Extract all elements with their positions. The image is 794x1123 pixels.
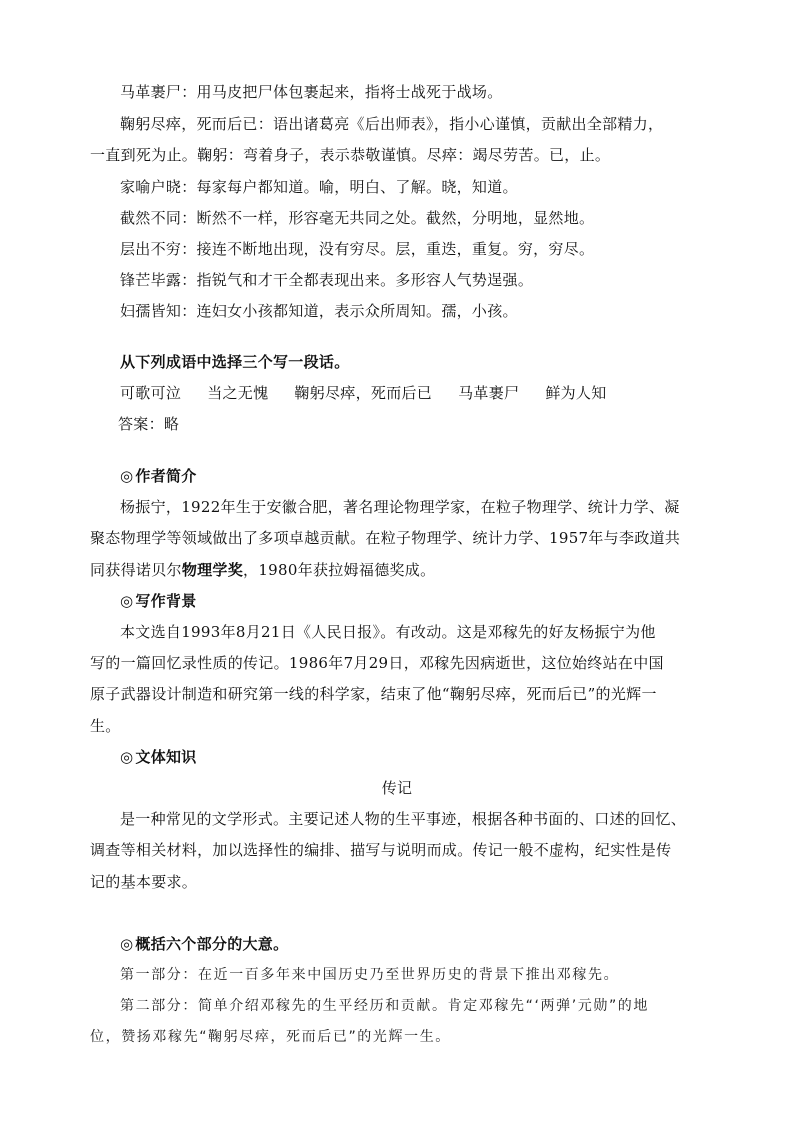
section-heading-summary: ◎ 概括六个部分的大意。	[120, 935, 289, 953]
idiom-option: 可歌可泣	[120, 384, 182, 402]
idiom-option: 鞠躬尽瘁，死而后已	[294, 384, 433, 402]
author-line: 聚态物理学等领域做出了多项卓越贡献。在粒子物理学、统计力学、1957年与李政道共	[90, 529, 681, 547]
section-heading-genre: ◎ 文体知识	[120, 748, 197, 766]
background-line: 原子武器设计制造和研究第一线的科学家，结束了他“鞠躬尽瘁，死而后已”的光辉一	[90, 685, 657, 703]
author-line: 杨振宁，1922年生于安徽合肥，著名理论物理学家，在粒子物理学、统计力学、凝	[120, 498, 680, 516]
summary-line: 第一部分：在近一百多年来中国历史乃至世界历史的背景下推出邓稼先。	[120, 967, 620, 983]
background-line: 写的一篇回忆录性质的传记。1986年7月29日，邓稼先因病逝世，这位始终站在中国	[90, 654, 664, 672]
summary-line: 位，赞扬邓稼先“鞠躬尽瘁，死而后已”的光辉一生。	[90, 1029, 451, 1045]
glossary-entry: 层出不穷：接连不断地出现，没有穷尽。层，重迭，重复。穷，穷尽。	[120, 240, 595, 258]
glossary-entry: 马革裹尸：用马皮把尸体包裹起来，指将士战死于战场。	[120, 83, 503, 101]
genre-title: 传记	[381, 779, 413, 797]
section-heading-author: ◎ 作者简介	[120, 467, 197, 485]
author-line: 同获得诺贝尔物理学奖，1980年获拉姆福德奖成。	[90, 561, 436, 579]
circle-bullet-icon: ◎	[120, 467, 134, 485]
section-heading-background: ◎ 写作背景	[120, 592, 197, 610]
idiom-option: 当之无愧	[207, 384, 269, 402]
idiom-option: 鲜为人知	[545, 384, 607, 402]
genre-line: 记的基本要求。	[90, 873, 198, 891]
exercise-question: 从下列成语中选择三个写一段话。	[120, 353, 350, 371]
glossary-entry: 家喻户晓：每家每户都知道。喻，明白、了解。晓，知道。	[120, 178, 518, 196]
genre-line: 是一种常见的文学形式。主要记述人物的生平事迹，根据各种书面的、口述的回忆、	[120, 810, 687, 828]
summary-line: 第二部分：简单介绍邓稼先的生平经历和贡献。肯定邓稼先“‘两弹’元勋”的地	[120, 998, 650, 1014]
background-line: 本文选自1993年8月21日《人民日报》。有改动。这是邓稼先的好友杨振宁为他	[120, 623, 656, 641]
glossary-entry: 妇孺皆知：连妇女小孩都知道，表示众所周知。孺，小孩。	[120, 302, 518, 320]
genre-line: 调查等相关材料，加以选择性的编排、描写与说明而成。传记一般不虚构，纪实性是传	[90, 841, 672, 859]
background-line: 生。	[90, 717, 121, 735]
exercise-answer: 答案：略	[118, 415, 180, 433]
idiom-option: 马革裹尸	[458, 384, 520, 402]
glossary-continuation: 一直到死为止。鞠躬：弯着身子，表示恭敬谨慎。尽瘁：竭尽劳苦。已，止。	[90, 146, 611, 164]
circle-bullet-icon: ◎	[120, 748, 134, 766]
circle-bullet-icon: ◎	[120, 592, 134, 610]
idiom-options	[120, 383, 633, 403]
glossary-entry: 鞠躬尽瘁，死而后已：语出诸葛亮《后出师表》，指小心谨慎，贡献出全部精力，	[120, 115, 664, 133]
circle-bullet-icon: ◎	[120, 935, 134, 953]
glossary-entry: 锋芒毕露：指锐气和才干全都表现出来。多形容人气势逞强。	[120, 271, 534, 289]
glossary-entry: 截然不同：断然不一样，形容毫无共同之处。截然，分明地，显然地。	[120, 209, 595, 227]
